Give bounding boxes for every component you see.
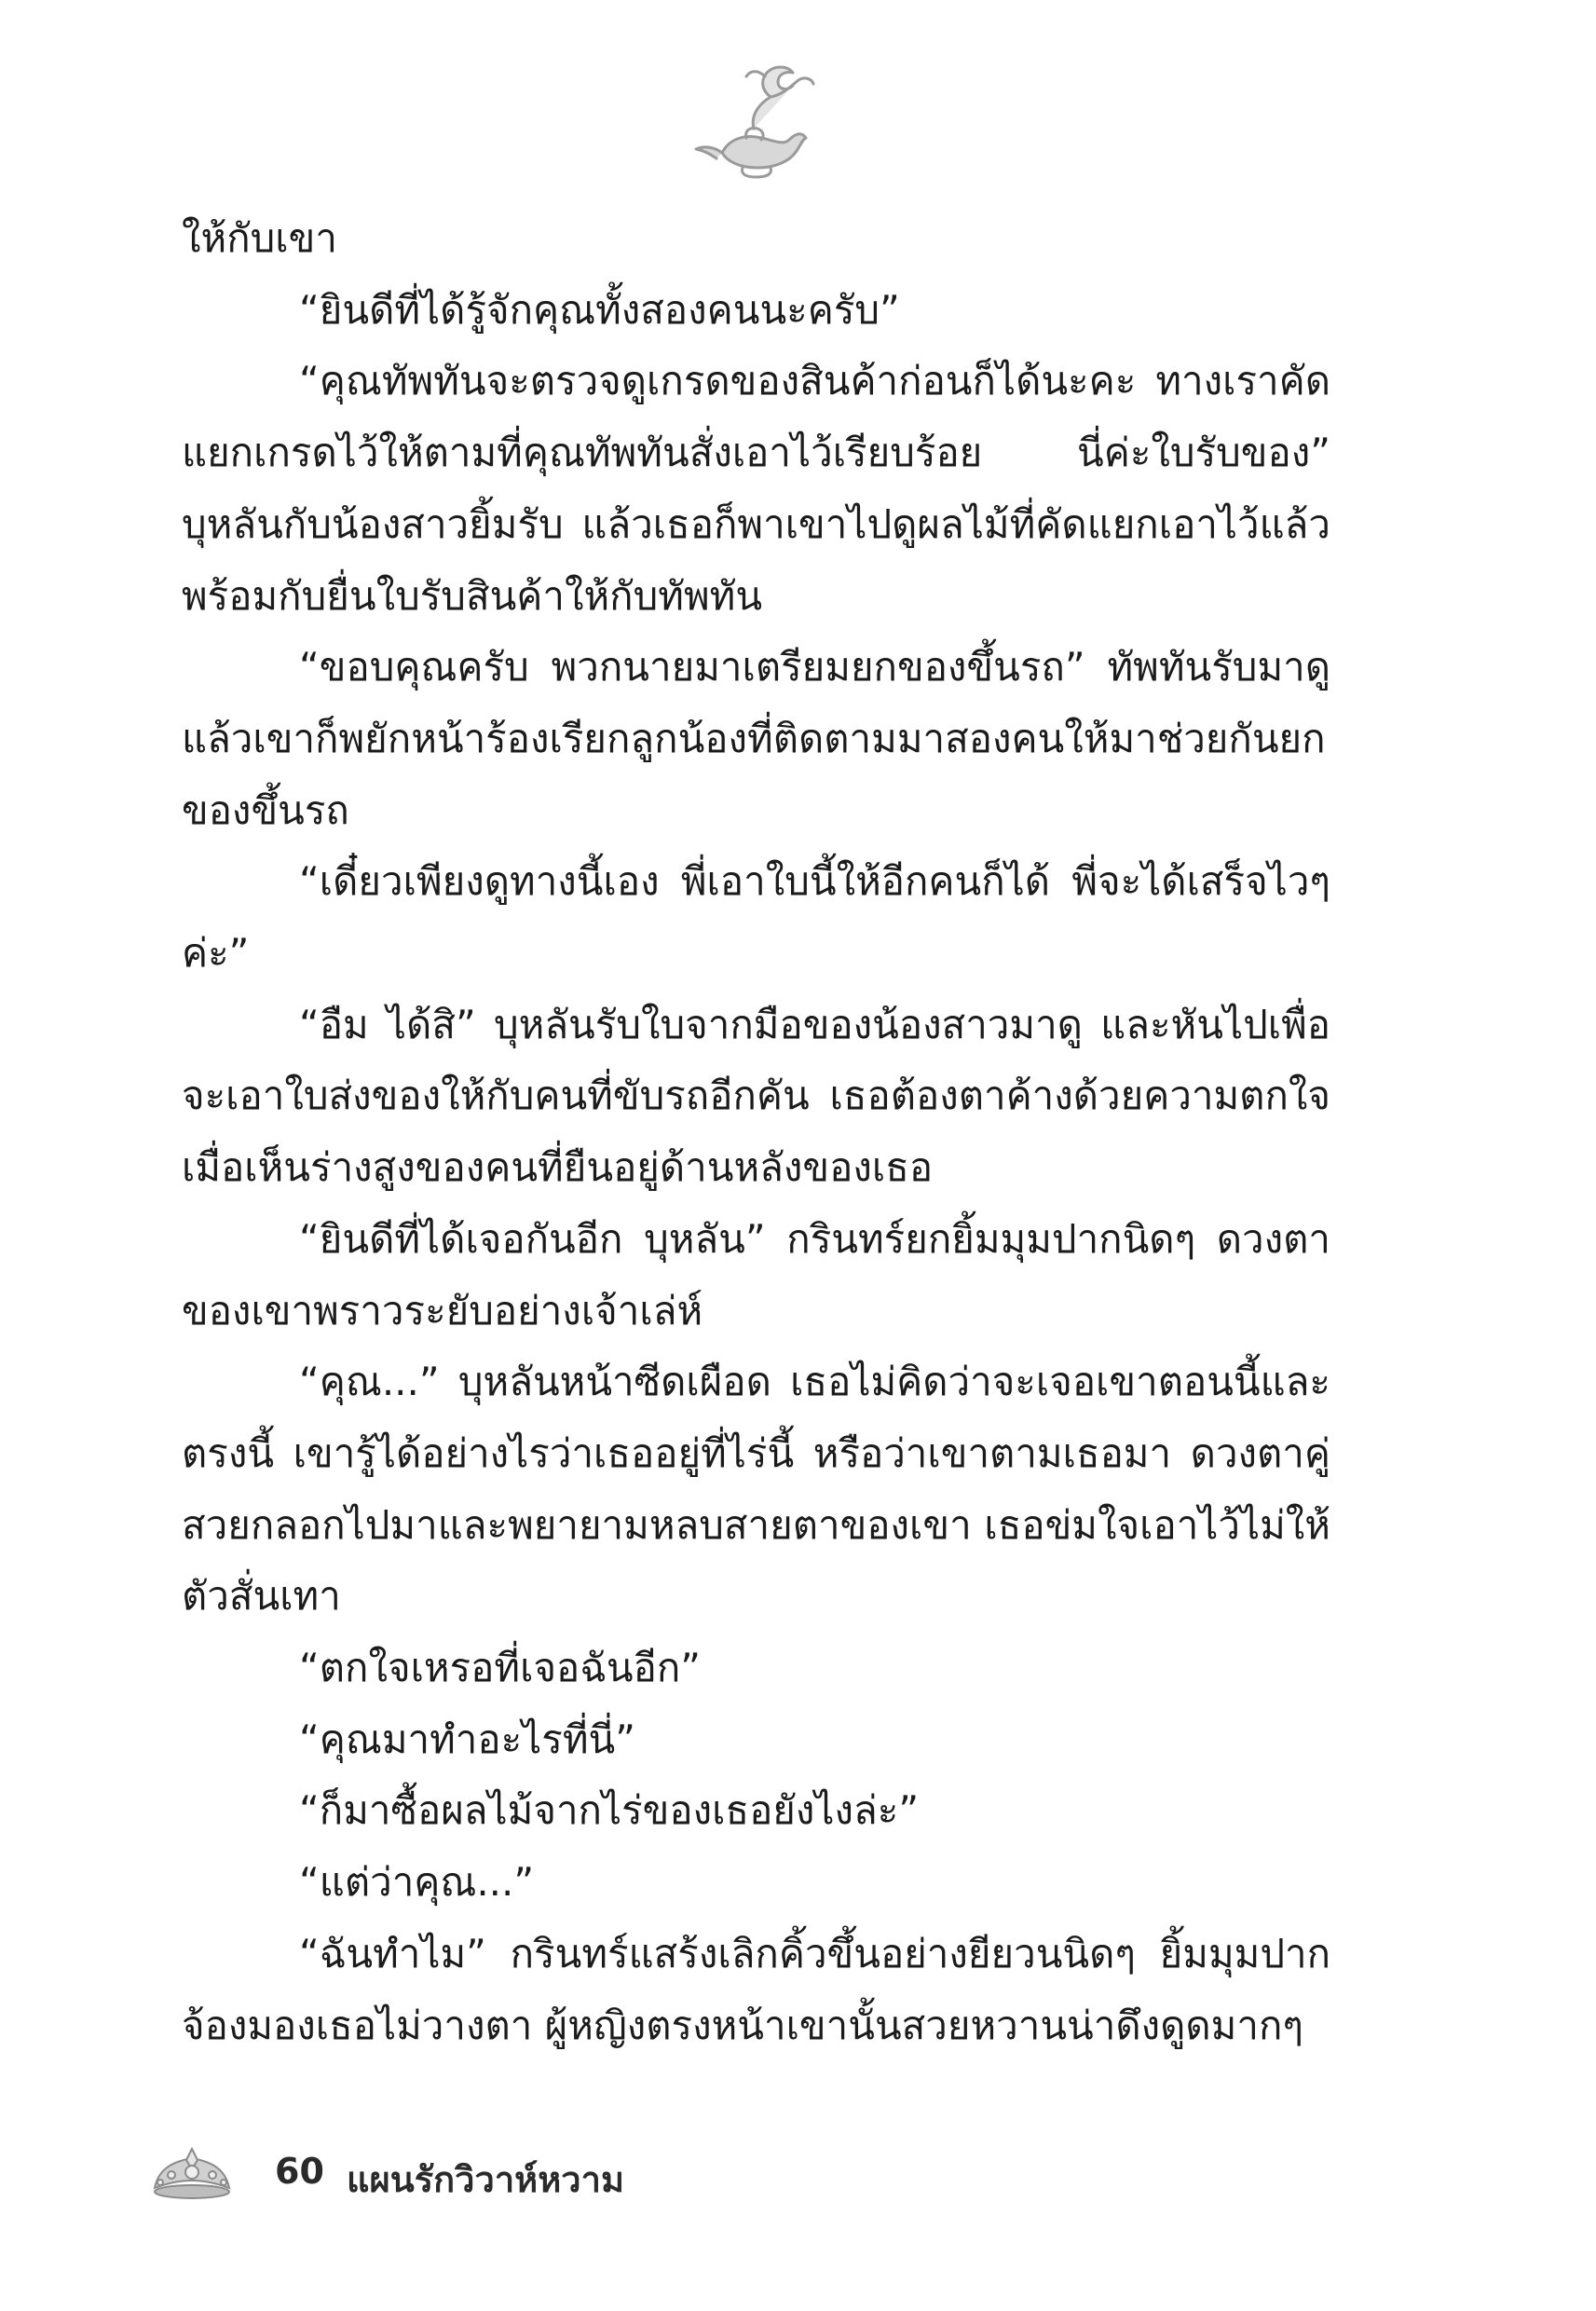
paragraph: “คุณมาทำอะไรที่นี่” xyxy=(299,1716,635,1762)
paragraph: “ก็มาซื้อผลไม้จากไร่ของเธอยังไงล่ะ” xyxy=(299,1787,920,1834)
paragraph: “ตกใจเหรอที่เจอฉันอีก” xyxy=(299,1645,702,1691)
paragraph: “ยินดีที่ได้รู้จักคุณทั้งสองคนนะครับ” xyxy=(299,286,900,333)
paragraph: “ยินดีที่ได้เจอกันอีก บุหลัน” กรินทร์ยกยิ้มมุมปากนิดๆ ดวงตาของเขาพราวระยับอย่างเจ้าเล่ห์ xyxy=(182,1215,1330,1333)
page-number: 60 xyxy=(275,2151,324,2192)
paragraph: ให้กับเขา xyxy=(182,215,337,261)
book-title: แผนรักวิวาห์หวาม xyxy=(347,2159,624,2200)
paragraph: “ขอบคุณครับ พวกนายมาเตรียมยกของขึ้นรถ” ทัพทันรับมาดู แล้วเขาก็พยักหน้าร้องเรียกลูกน้องที่ติดตามมาสองคนให้มาช่วยกันยกของขึ้นรถ xyxy=(182,644,1330,833)
crown-icon xyxy=(149,2141,235,2203)
paragraph: “แต่ว่าคุณ...” xyxy=(299,1859,535,1906)
page-footer xyxy=(149,2141,801,2207)
paragraph: “อืม ได้สิ” บุหลันรับใบจากมือของน้องสาวมาดู และหันไปเพื่อจะเอาใบส่งของให้กับคนที่ขับรถอีกคัน เธอต้องตาค้างด้วยความตกใจเมื่อเห็นร่างสูงของคนที่ยืนอยู่ด้านหลังของเธอ xyxy=(182,1001,1330,1191)
body-text xyxy=(182,203,1330,2061)
genie-lamp-icon xyxy=(685,48,825,188)
paragraph: “คุณ...” บุหลันหน้าซีดเผือด เธอไม่คิดว่าจะเจอเขาตอนนี้และตรงนี้ เขารู้ได้อย่างไรว่าเธออยู่ที่ไร่นี้ หรือว่าเขาตามเธอมา ดวงตาคู่สวยกลอกไปมาและพยายามหลบสายตาของเขา เธอข่มใจเอาไว้ไม่ให้ตัวสั่นเทา xyxy=(182,1359,1330,1620)
paragraph: “คุณทัพทันจะตรวจดูเกรดของสินค้าก่อนก็ได้นะคะ ทางเราคัดแยกเกรดไว้ให้ตามที่คุณทัพทันสั่งเอาไว้เรียบร้อย นี่ค่ะใบรับของ” บุหลันกับน้องสาวยิ้มรับ แล้วเธอก็พาเขาไปดูผลไม้ที่คัดแยกเอาไว้แล้ว พร้อมกับยื่นใบรับสินค้าให้กับทัพทัน xyxy=(182,358,1330,619)
paragraph: “ฉันทำไม” กรินทร์แสร้งเลิกคิ้วขึ้นอย่างยียวนนิดๆ ยิ้มมุมปากจ้องมองเธอไม่วางตา ผู้หญิงตรงหน้าเขานั้นสวยหวานน่าดึงดูดมากๆ xyxy=(182,1930,1330,2048)
paragraph: “เดี๋ยวเพียงดูทางนี้เอง พี่เอาใบนี้ให้อีกคนก็ได้ พี่จะได้เสร็จไวๆ ค่ะ” xyxy=(182,858,1330,977)
